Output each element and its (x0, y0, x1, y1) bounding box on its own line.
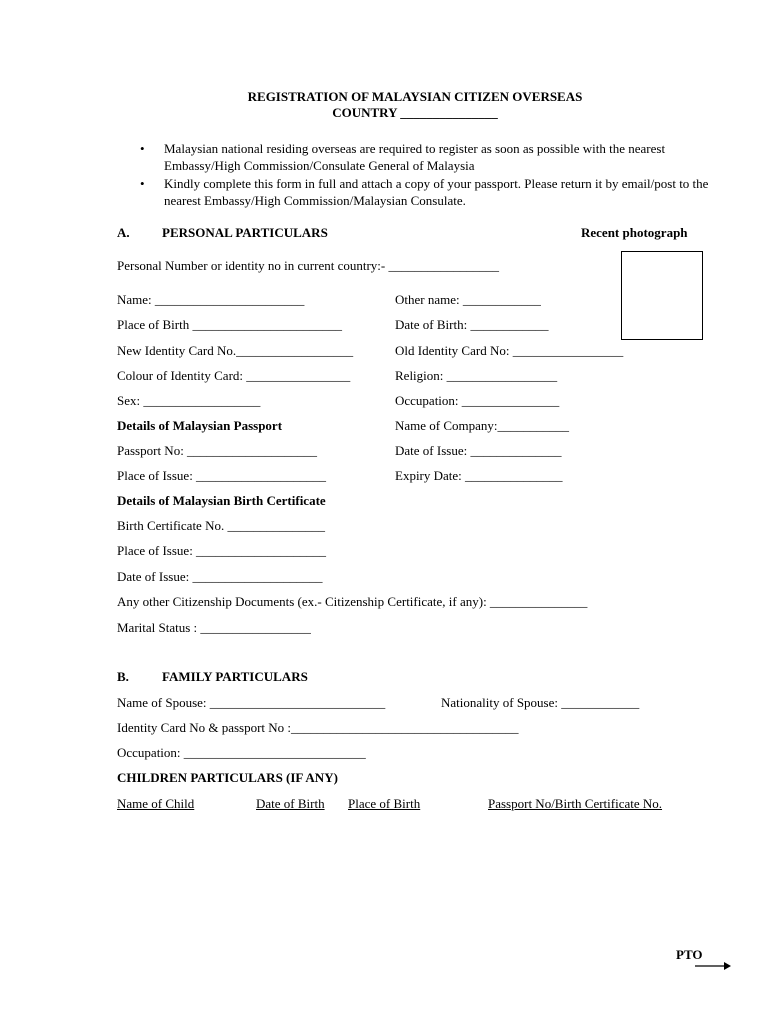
country-line: COUNTRY _______________ (332, 105, 498, 120)
instruction-item (138, 175, 718, 209)
birth-cert-no-field: Birth Certificate No. _______________ (117, 518, 325, 533)
spouse-occupation-field: Occupation: ____________________________ (117, 745, 366, 760)
col-name-of-child: Name of Child (117, 796, 195, 811)
col-place-of-birth: Place of Birth (348, 796, 421, 811)
section-b-heading: FAMILY PARTICULARS (162, 669, 308, 684)
instruction-item (138, 140, 718, 174)
bullet-icon: • (140, 176, 145, 191)
photo-label: Recent photograph (581, 225, 688, 240)
expiry-date-field: Expiry Date: _______________ (395, 468, 563, 483)
instruction-list (138, 140, 718, 210)
form-title: REGISTRATION OF MALAYSIAN CITIZEN OVERSEAS (247, 89, 583, 104)
pto-label: PTO (676, 947, 703, 962)
spouse-ic-field: Identity Card No & passport No :___________________________________ (117, 720, 519, 735)
section-a-heading: PERSONAL PARTICULARS (162, 225, 328, 240)
passport-no-field: Passport No: ____________________ (117, 443, 318, 458)
bullet-icon: • (140, 141, 145, 156)
other-docs-field: Any other Citizenship Documents (ex.- Citizenship Certificate, if any): _______________ (117, 594, 588, 609)
spouse-nationality-field: Nationality of Spouse: ____________ (441, 695, 640, 710)
old-ic-field: Old Identity Card No: _________________ (395, 343, 624, 358)
children-heading: CHILDREN PARTICULARS (IF ANY) (117, 770, 338, 785)
place-of-birth-field: Place of Birth _______________________ (117, 317, 342, 332)
bc-date-of-issue-field: Date of Issue: ____________________ (117, 569, 323, 584)
arrow-right-icon (695, 960, 731, 972)
religion-field: Religion: _________________ (395, 368, 558, 383)
occupation-field: Occupation: _______________ (395, 393, 560, 408)
instruction-text: Kindly complete this form in full and attach a copy of your passport. Please return it by email/post to the nearest Embassy/High Commission/Malaysian Consulate. (164, 176, 709, 208)
passport-heading: Details of Malaysian Passport (117, 418, 283, 433)
birth-cert-heading: Details of Malaysian Birth Certificate (117, 493, 326, 508)
bc-place-of-issue-field: Place of Issue: ____________________ (117, 543, 327, 558)
spouse-name-field: Name of Spouse: ___________________________ (117, 695, 386, 710)
personal-number-field: Personal Number or identity no in current country:- _________________ (117, 258, 499, 273)
new-ic-field: New Identity Card No.__________________ (117, 343, 354, 358)
section-a-letter: A. (117, 225, 130, 240)
other-name-field: Other name: ____________ (395, 292, 541, 307)
col-date-of-birth: Date of Birth (256, 796, 325, 811)
place-of-issue-field: Place of Issue: ____________________ (117, 468, 327, 483)
name-field: Name: _______________________ (117, 292, 305, 307)
colour-ic-field: Colour of Identity Card: ________________ (117, 368, 351, 383)
marital-status-field: Marital Status : _________________ (117, 620, 311, 635)
company-field: Name of Company:___________ (395, 418, 570, 433)
photo-box (621, 251, 703, 340)
instruction-text: Malaysian national residing overseas are required to register as soon as possible with the nearest Embassy/High Commission/Consulate General of Malaysia (164, 141, 666, 173)
date-of-birth-field: Date of Birth: ____________ (395, 317, 549, 332)
sex-field: Sex: __________________ (117, 393, 261, 408)
col-passport-no: Passport No/Birth Certificate No. (488, 796, 663, 811)
section-b-letter: B. (117, 669, 129, 684)
date-of-issue-field: Date of Issue: ______________ (395, 443, 562, 458)
